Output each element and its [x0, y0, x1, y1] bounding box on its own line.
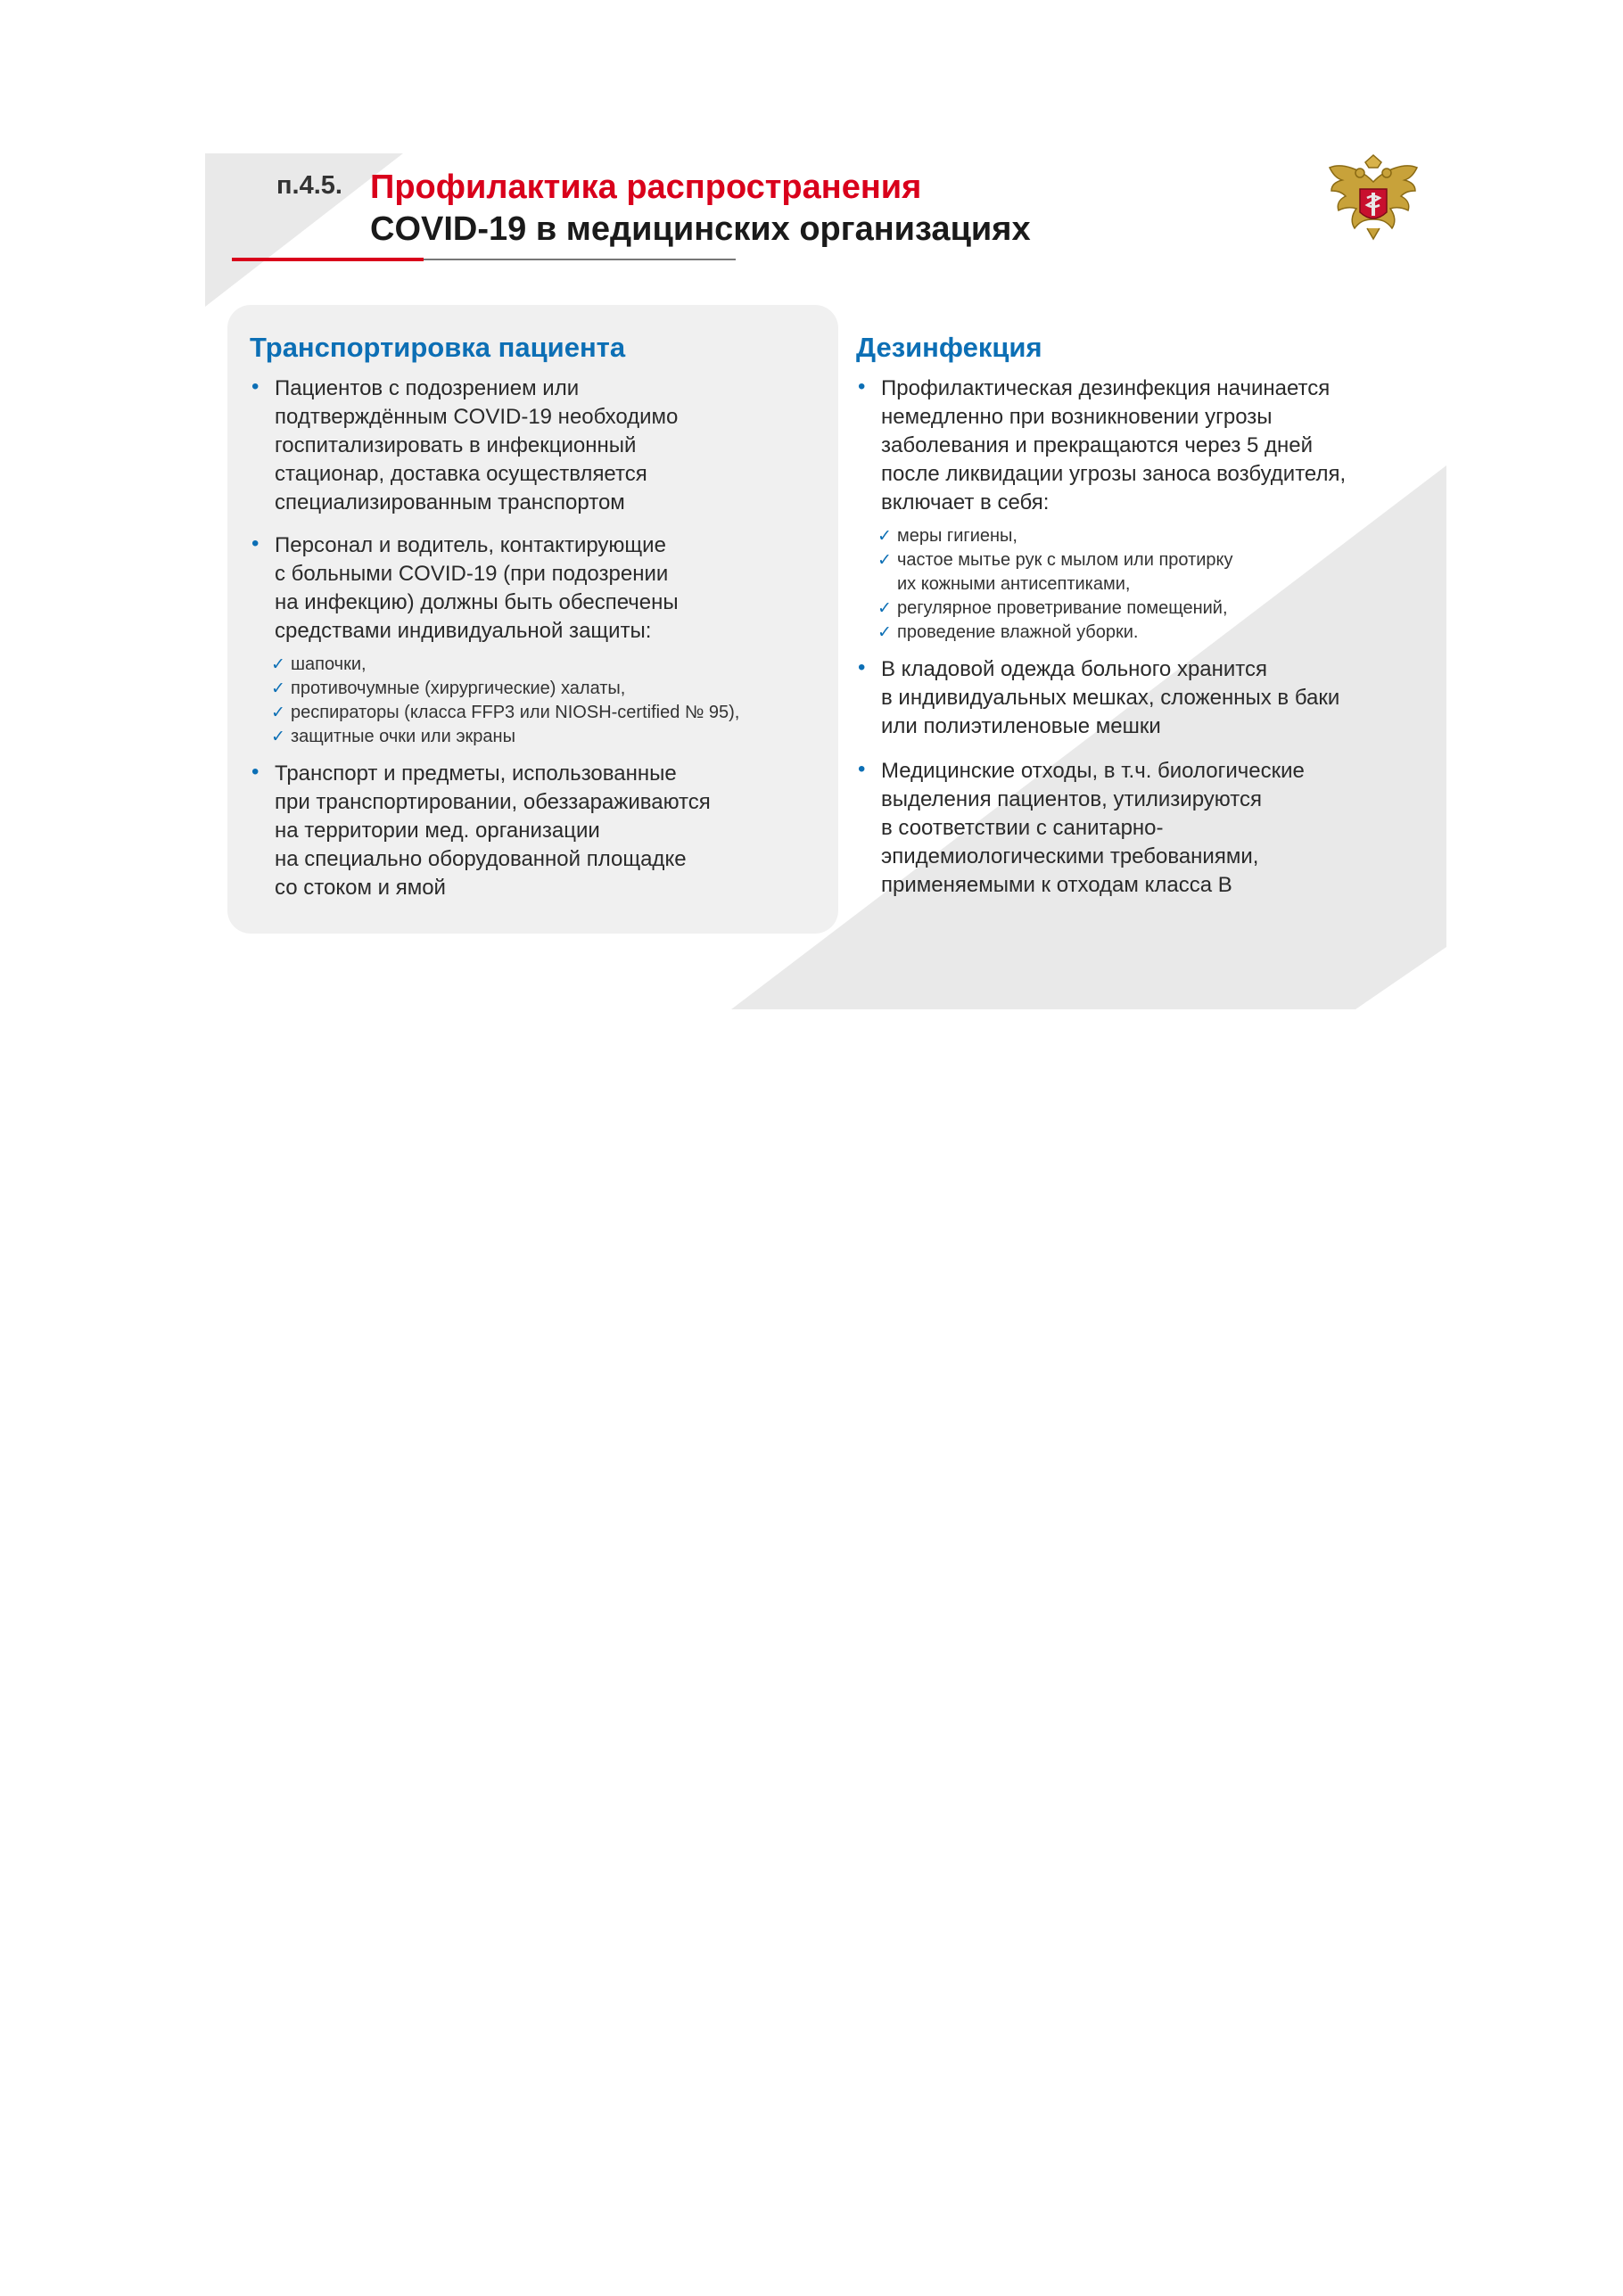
bullet-icon: •: [251, 374, 260, 399]
checkmark-icon: ✓: [877, 623, 892, 642]
checkmark-icon: ✓: [271, 679, 285, 698]
bullet-icon: •: [858, 757, 866, 781]
list-item: [251, 374, 822, 517]
list-item: [251, 531, 822, 749]
page-title-line-1: Профилактика распространения: [370, 169, 922, 206]
checkmark-icon: ✓: [271, 704, 285, 722]
checklist-item-text: противочумные (хирургические) халаты,: [291, 679, 626, 698]
bullet-icon: •: [858, 374, 866, 399]
transport-heading: Транспортировка пациента: [250, 332, 626, 363]
checklist-item: [271, 701, 822, 725]
hygiene-checklist: [877, 524, 1438, 645]
checklist-item-text: шапочки,: [291, 654, 367, 674]
checkmark-icon: ✓: [877, 551, 892, 570]
checklist-item: [877, 597, 1438, 621]
disinfection-list: [858, 374, 1438, 900]
checklist-item-text: меры гигиены,: [897, 526, 1017, 546]
list-item: [251, 760, 822, 902]
list-item-text: Медицинские отходы, в т.ч. биологические выделения пациентов, утилизируются в соответствии с санитарно- эпидемиологическими требованиями, применяемыми к отходам класса В: [881, 759, 1305, 897]
checklist-item: [877, 621, 1438, 645]
ppe-checklist: [271, 653, 822, 749]
checklist-item-text: защитные очки или экраны: [291, 727, 515, 746]
list-item: [858, 655, 1438, 741]
list-item-text: Профилактическая дезинфекция начинается немедленно при возникновении угрозы заболевания и прекращаются через 5 дней после ликвидации угрозы заноса возбудителя, включает в себя:: [881, 376, 1347, 514]
bullet-icon: •: [858, 655, 866, 679]
slide: [205, 153, 1446, 1009]
checklist-item-text: респираторы (класса FFP3 или NIOSH-certified № 95),: [291, 703, 740, 722]
bullet-icon: •: [251, 531, 260, 555]
bullet-icon: •: [251, 760, 260, 784]
list-item-text: В кладовой одежда больного хранится в индивидуальных мешках, сложенных в баки или полиэтиленовые мешки: [881, 657, 1340, 738]
checklist-item: [271, 725, 822, 749]
list-item-text: Персонал и водитель, контактирующие с больными COVID-19 (при подозрении на инфекцию) должны быть обеспечены средствами индивидуальной защиты:: [275, 533, 679, 643]
list-item-text: Транспорт и предметы, использованные при транспортировании, обеззараживаются на территории мед. организации на специально оборудованной площадке со стоком и ямой: [275, 761, 711, 900]
checklist-item: [271, 653, 822, 677]
page-title-line-2: COVID-19 в медицинских организациях: [370, 210, 1031, 248]
checklist-item-text: проведение влажной уборки.: [897, 622, 1139, 642]
disinfection-heading: Дезинфекция: [856, 332, 1042, 363]
checklist-item-text: частое мытье рук с мылом или протирку их кожными антисептиками,: [897, 550, 1233, 594]
checklist-item-text: регулярное проветривание помещений,: [897, 598, 1228, 618]
checkmark-icon: ✓: [877, 599, 892, 618]
double-headed-eagle-emblem-icon: [1324, 153, 1422, 251]
section-number: п.4.5.: [276, 171, 342, 200]
checkmark-icon: ✓: [271, 655, 285, 674]
checkmark-icon: ✓: [877, 527, 892, 546]
checklist-item: [271, 677, 822, 701]
list-item-text: Пациентов с подозрением или подтверждённым COVID-19 необходимо госпитализировать в инфекционный стационар, доставка осуществляется специализированным транспортом: [275, 376, 679, 514]
list-item: [858, 757, 1438, 900]
list-item: [858, 374, 1438, 645]
transport-list: [251, 374, 822, 902]
checklist-item: [877, 548, 1438, 597]
header-underline-gray: [424, 259, 736, 260]
header-underline-red: [232, 258, 424, 261]
checkmark-icon: ✓: [271, 728, 285, 746]
checklist-item: [877, 524, 1438, 548]
